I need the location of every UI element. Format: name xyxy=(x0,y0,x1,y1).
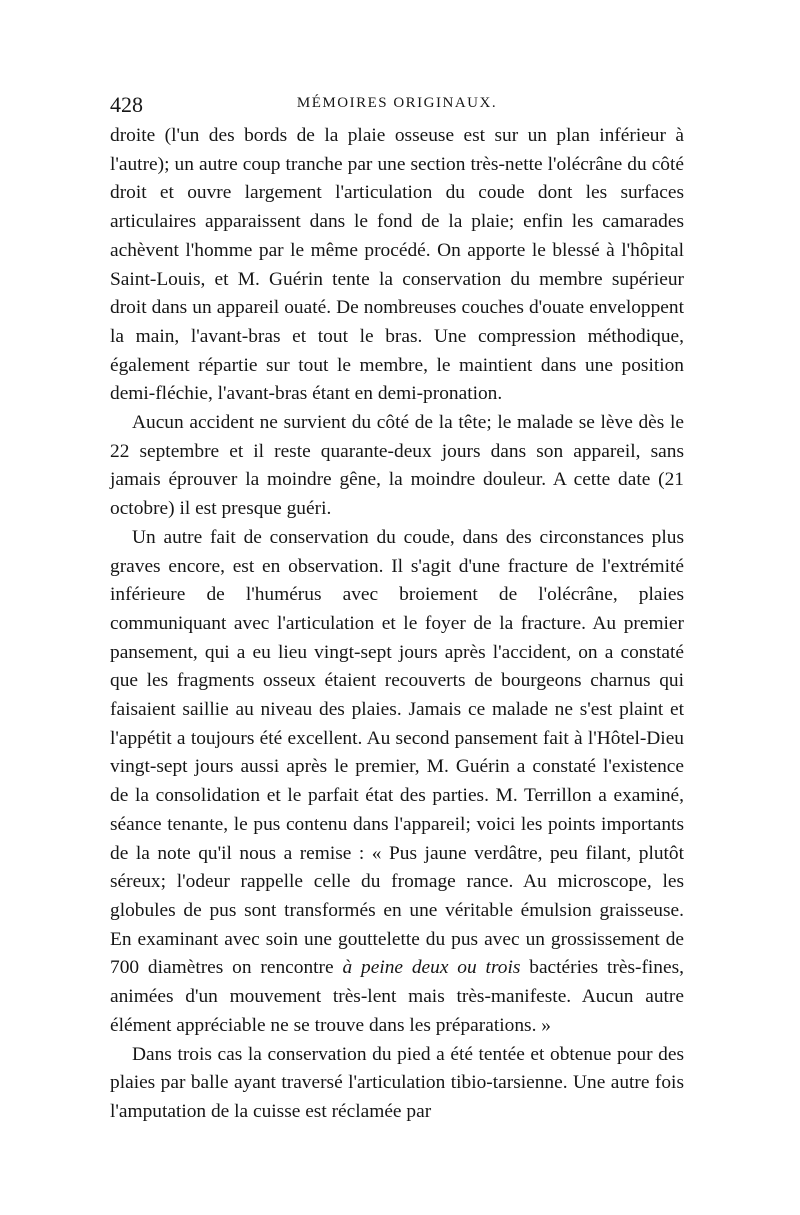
page-number: 428 xyxy=(110,92,143,117)
paragraph-4: Dans trois cas la conservation du pied a été tentée et obtenue pour des plaies par balle ayant traversé l'articulation tibio-tarsienne. Une autre fois l'amputation de la cuisse est réclamée par xyxy=(110,1043,684,1122)
paragraph-3-italic-phrase: à peine deux ou trois xyxy=(342,957,521,979)
paragraph-1: droite (l'un des bords de la plaie osseuse est sur un plan inférieur à l'autre); un autre coup tranche par une section très-nette l'olécrâne du côté droit et ouvre largement l'articulation du coude dont les surfaces articulaires apparaissent dans le fond de la plaie; enfin les camarades achèvent l'homme par le même procédé. On apporte le blessé à l'hôpital Saint-Louis, et M. Guérin tente la conservation du membre supérieur droit dans un appareil ouaté. De nombreuses couches d'ouate enveloppent la main, l'avant-bras et tout le bras. Une compression méthodique, également répartie sur tout le membre, le maintient dans une position demi-fléchie, l'avant-bras étant en demi-pronation. xyxy=(110,125,684,405)
paragraph-3 xyxy=(110,524,684,1041)
paragraph-3-text-before: Un autre fait de conservation du coude, dans des circonstances plus graves encore, est en observation. Il s'agit d'une fracture de l'extrémité inférieure de l'humérus avec broiement de l'olécrâne, plaies communiquant avec l'articulation et le foyer de la fracture. Au premier pansement, qui a eu lieu vingt-sept jours après l'accident, on a constaté que les fragments osseux étaient recouverts de bourgeons charnus qui faisaient saillie au niveau des plaies. Jamais ce malade ne s'est plaint et l'appétit a toujours été excellent. Au second pansement fait à l'Hôtel-Dieu vingt-sept jours aussi après le premier, M. Guérin a constaté l'existence de la consolidation et le parfait état des parties. M. Terrillon a examiné, séance tenante, le pus contenu dans l'appareil; voici les points importants de la note qu'il nous a remise : « Pus jaune verdâtre, peu filant, plutôt séreux; l'odeur rappelle celle du fromage rance. Au microscope, les globules de pus sont transformés en une véritable émulsion graisseuse. En examinant avec soin une gouttelette du pus avec un grossissement de 700 diamètres on rencontre xyxy=(110,526,684,979)
running-title: MÉMOIRES ORIGINAUX. xyxy=(296,95,498,111)
body-text xyxy=(110,122,684,1127)
page-header xyxy=(110,92,684,122)
paragraph-2: Aucun accident ne survient du côté de la tête; le malade se lève dès le 22 septembre et il reste quarante-deux jours dans son appareil, sans jamais éprouver la moindre gêne, la moindre douleur. A cette date (21 octobre) il est presque guéri. xyxy=(110,412,684,520)
document-page xyxy=(110,92,684,1127)
paragraph-3-text-after: bactéries très-fines, animées d'un mouvement très-lent mais très-manifeste. Aucun autre élément appréciable ne se trouve dans les préparations. » xyxy=(110,957,685,1036)
